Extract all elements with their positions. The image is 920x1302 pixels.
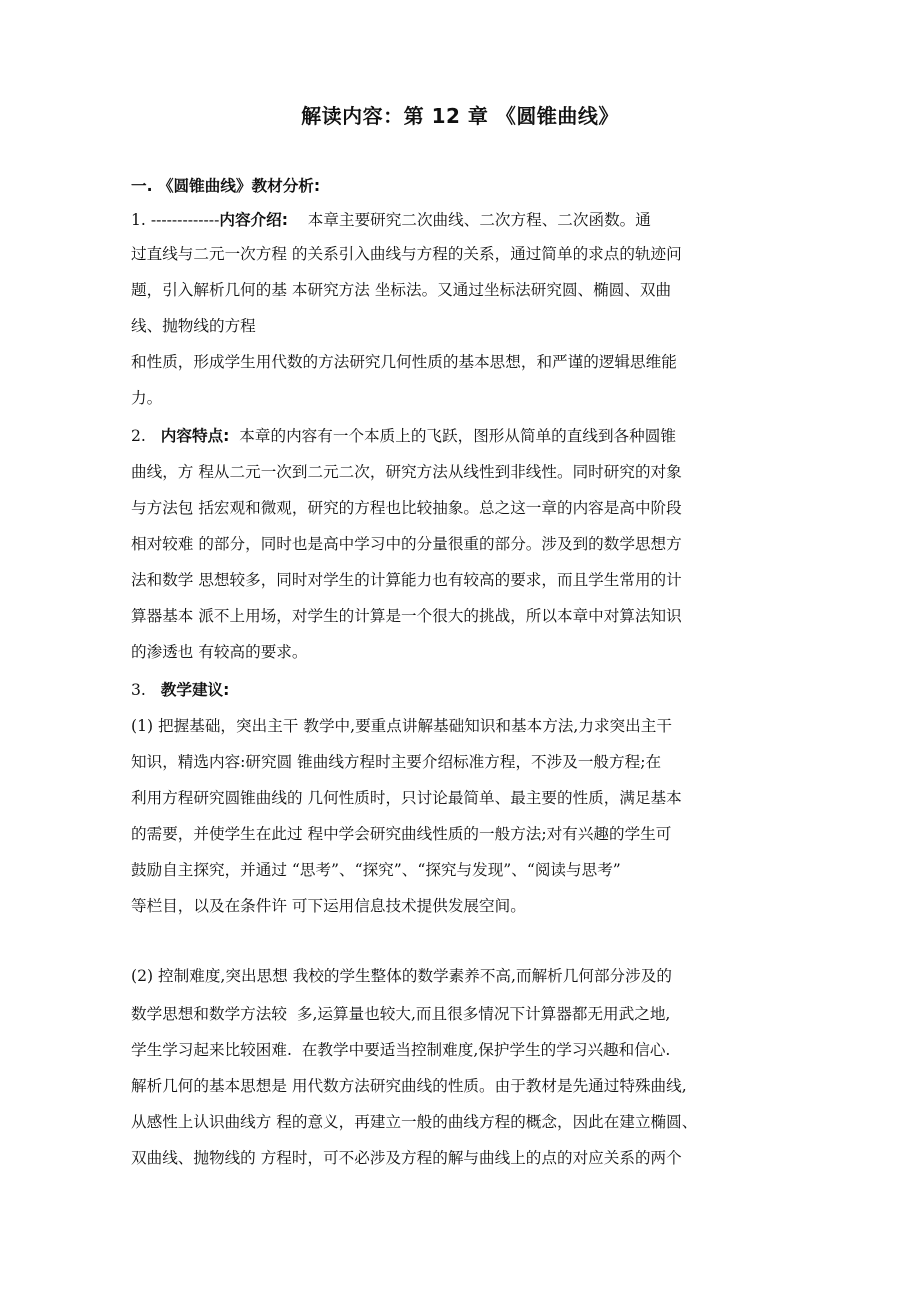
item3-prefix: 3. <box>131 681 161 699</box>
sub2-line: 学生学习起来比较困难. 在教学中要适当控制难度,保护学生的学习兴趣和信心. <box>131 1041 671 1059</box>
sub2-line: 解析几何的基本思想是 用代数方法研究曲线的性质。由于教材是先通过特殊曲线, <box>131 1077 687 1095</box>
item1-line: 力。 <box>131 389 163 407</box>
sub2-line: 双曲线、抛物线的 方程时，可不必涉及方程的解与曲线上的点的对应关系的两个 <box>131 1149 682 1167</box>
item2-label: 内容特点: <box>160 427 230 445</box>
item3-heading <box>131 680 791 700</box>
item1-first-line <box>131 210 791 230</box>
item3-label: 教学建议: <box>160 681 230 699</box>
item1-label: 内容介绍: <box>219 211 288 229</box>
item2-line: 相对较难 的部分，同时也是高中学习中的分量很重的部分。涉及到的数学思想方 <box>131 535 682 553</box>
sub1-line: 知识，精选内容:研究圆 锥曲线方程时主要介绍标准方程，不涉及一般方程;在 <box>131 753 662 771</box>
item1-prefix: 1. ------------- <box>131 211 220 229</box>
item2-first-line <box>131 426 791 446</box>
document-title: 解读内容：第 12 章 《圆锥曲线》 <box>301 104 619 128</box>
sub2-line: 数学思想和数学方法较 多,运算量也较大,而且很多情况下计算器都无用武之地, <box>131 1005 671 1023</box>
item2-line: 与方法包 括宏观和微观，研究的方程也比较抽象。总之这一章的内容是高中阶段 <box>131 499 682 517</box>
item2-line: 本章的内容有一个本质上的飞跃，图形从简单的直线到各种圆锥 <box>229 427 676 445</box>
item2-line: 曲线，方 程从二元一次到二元二次，研究方法从线性到非线性。同时研究的对象 <box>131 463 682 481</box>
item2-prefix: 2. <box>131 427 161 445</box>
item1-line: 本章主要研究二次曲线、二次方程、二次函数。通 <box>287 211 651 229</box>
item2-line: 的渗透也 有较高的要求。 <box>131 643 308 661</box>
item2-line: 算器基本 派不上用场，对学生的计算是一个很大的挑战，所以本章中对算法知识 <box>131 607 682 625</box>
item1-line: 过直线与二元一次方程 的关系引入曲线与方程的关系，通过简单的求点的轨迹问 <box>131 245 682 263</box>
section-heading: 一. 《圆锥曲线》教材分析: <box>131 177 321 195</box>
sub1-line: 利用方程研究圆锥曲线的 几何性质时，只讨论最简单、最主要的性质，满足基本 <box>131 789 682 807</box>
item2-line: 法和数学 思想较多，同时对学生的计算能力也有较高的要求，而且学生常用的计 <box>131 571 682 589</box>
sub2-line: 从感性上认识曲线方 程的意义，再建立一般的曲线方程的概念，因此在建立椭圆、 <box>131 1113 698 1131</box>
item1-line: 线、抛物线的方程 <box>131 317 256 335</box>
sub2-line: (2) 控制难度,突出思想 我校的学生整体的数学素养不高,而解析几何部分涉及的 <box>131 967 672 985</box>
sub1-line: 鼓励自主探究，并通过 “思考”、“探究”、“探究与发现”、“阅读与思考” <box>131 861 621 879</box>
item1-line: 题，引入解析几何的基 本研究方法 坐标法。又通过坐标法研究圆、椭圆、双曲 <box>131 281 672 299</box>
sub1-line: 等栏目，以及在条件许 可下运用信息技术提供发展空间。 <box>131 897 526 915</box>
sub1-line: (1) 把握基础，突出主干 教学中,要重点讲解基础知识和基本方法,力求突出主干 <box>131 717 672 735</box>
sub1-line: 的需要，并使学生在此过 程中学会研究曲线性质的一般方法;对有兴趣的学生可 <box>131 825 672 843</box>
item1-line: 和性质，形成学生用代数的方法研究几何性质的基本思想，和严谨的逻辑思维能 <box>131 353 677 371</box>
